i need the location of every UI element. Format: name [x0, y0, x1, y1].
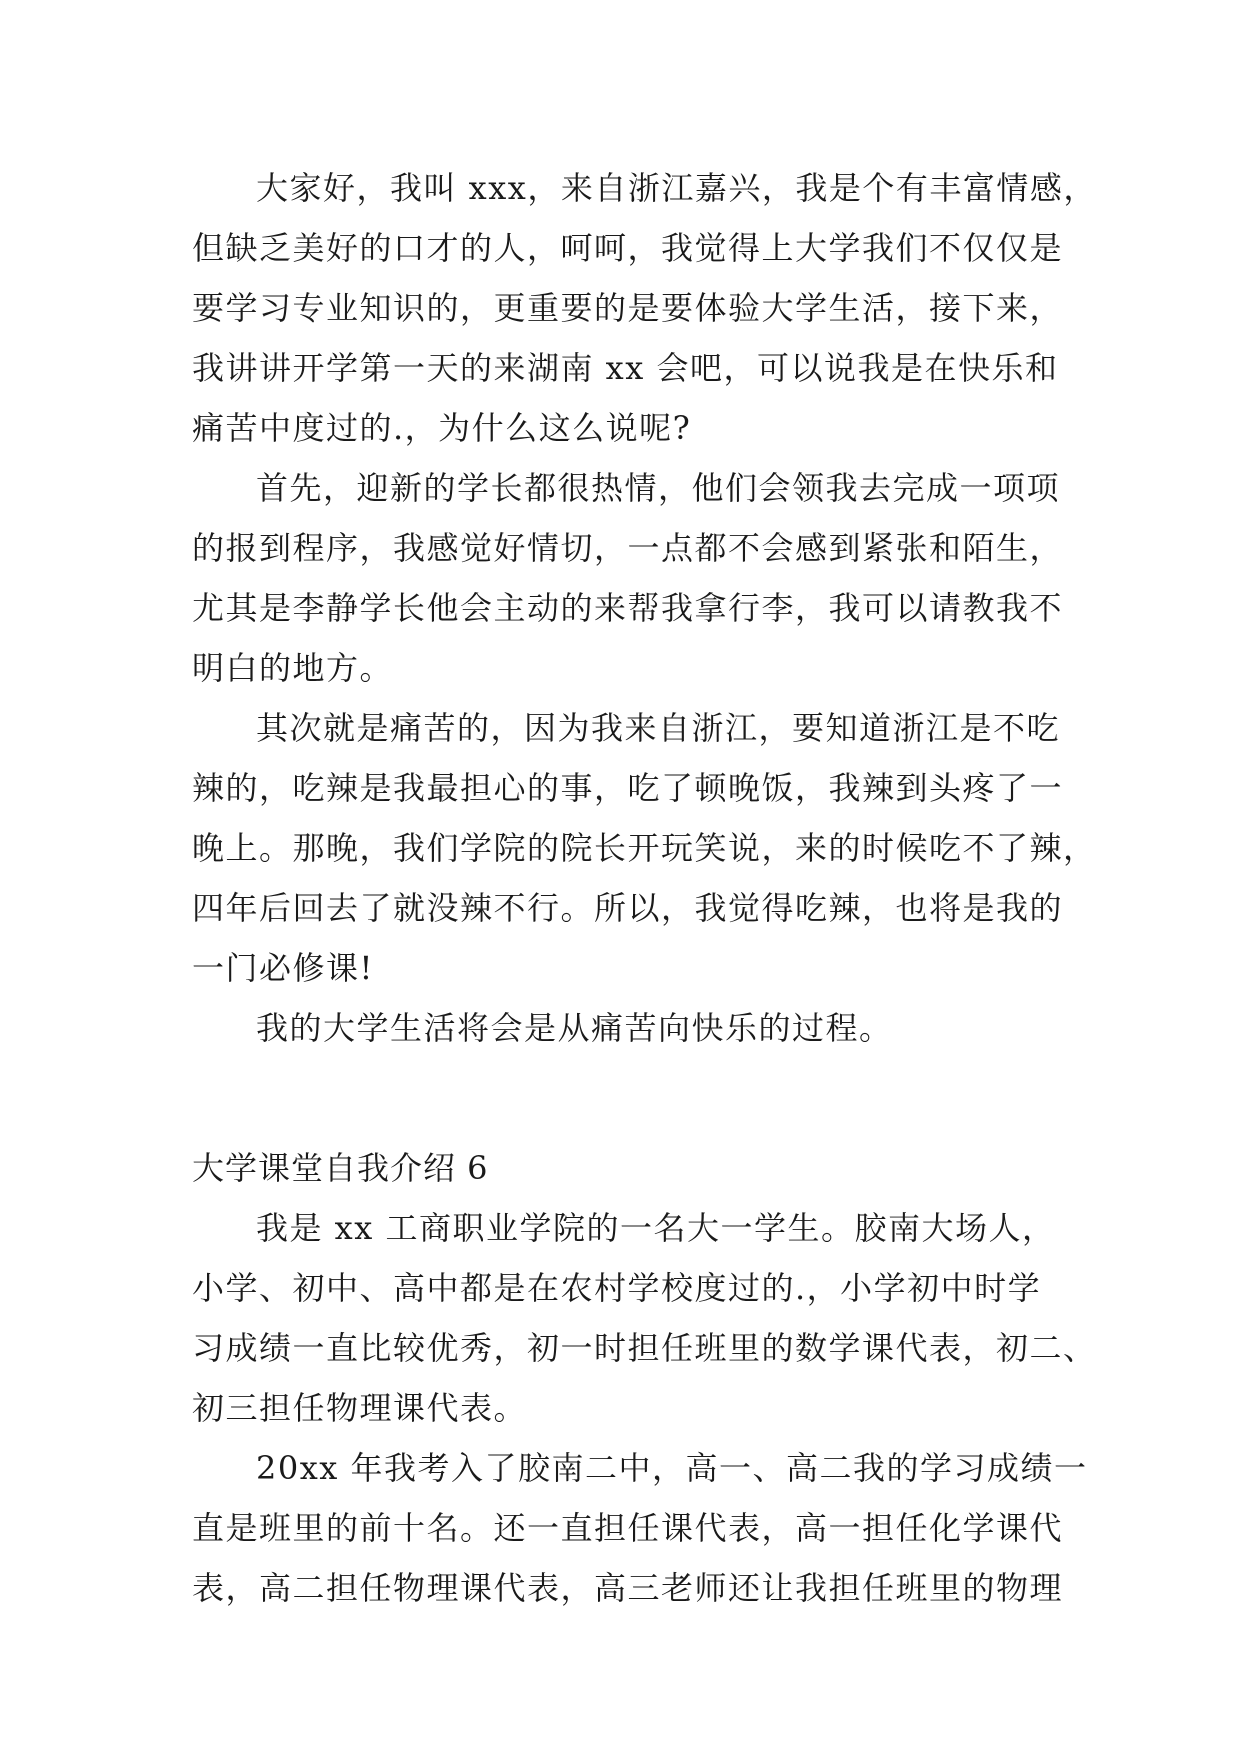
paragraph-6-line-2: 直是班里的前十名。还一直担任课代表，高一担任化学课代: [192, 1509, 1064, 1547]
paragraph-5-line-1: 我是 xx 工商职业学院的一名大一学生。胶南大场人，: [256, 1209, 1056, 1247]
paragraph-1-line-4: 我讲讲开学第一天的来湖南 xx 会吧，可以说我是在快乐和: [192, 349, 1059, 387]
paragraph-6-line-1: 20xx 年我考入了胶南二中，高一、高二我的学习成绩一: [256, 1449, 1088, 1487]
paragraph-3-line-3: 晚上。那晚，我们学院的院长开玩笑说，来的时候吃不了辣，: [192, 829, 1097, 867]
paragraph-1-line-3: 要学习专业知识的，更重要的是要体验大学生活，接下来，: [192, 289, 1064, 327]
paragraph-5-line-3: 习成绩一直比较优秀，初一时担任班里的数学课代表，初二、: [192, 1329, 1097, 1367]
paragraph-3-line-4: 四年后回去了就没辣不行。所以，我觉得吃辣，也将是我的: [192, 889, 1064, 927]
paragraph-5-line-2: 小学、初中、高中都是在农村学校度过的.，小学初中时学: [192, 1269, 1042, 1307]
paragraph-5-line-4: 初三担任物理课代表。: [192, 1389, 528, 1427]
paragraph-3-line-2: 辣的，吃辣是我最担心的事，吃了顿晚饭，我辣到头疼了一: [192, 769, 1064, 807]
paragraph-2-line-1: 首先，迎新的学长都很热情，他们会领我去完成一项项: [256, 469, 1061, 507]
paragraph-3-line-1: 其次就是痛苦的，因为我来自浙江，要知道浙江是不吃: [256, 709, 1061, 747]
paragraph-1-line-5: 痛苦中度过的.，为什么这么说呢?: [192, 409, 692, 447]
paragraph-6-line-3: 表，高二担任物理课代表，高三老师还让我担任班里的物理: [192, 1569, 1064, 1607]
section-heading: 大学课堂自我介绍 6: [192, 1149, 489, 1187]
paragraph-3-line-5: 一门必修课!: [192, 949, 374, 987]
paragraph-4-line-1: 我的大学生活将会是从痛苦向快乐的过程。: [256, 1009, 893, 1047]
paragraph-2-line-4: 明白的地方。: [192, 649, 394, 687]
paragraph-2-line-3: 尤其是李静学长他会主动的来帮我拿行李，我可以请教我不: [192, 589, 1064, 627]
paragraph-1-line-1: 大家好，我叫 xxx，来自浙江嘉兴，我是个有丰富情感，: [256, 169, 1097, 207]
paragraph-2-line-2: 的报到程序，我感觉好情切，一点都不会感到紧张和陌生，: [192, 529, 1064, 567]
paragraph-1-line-2: 但缺乏美好的口才的人，呵呵，我觉得上大学我们不仅仅是: [192, 229, 1064, 267]
